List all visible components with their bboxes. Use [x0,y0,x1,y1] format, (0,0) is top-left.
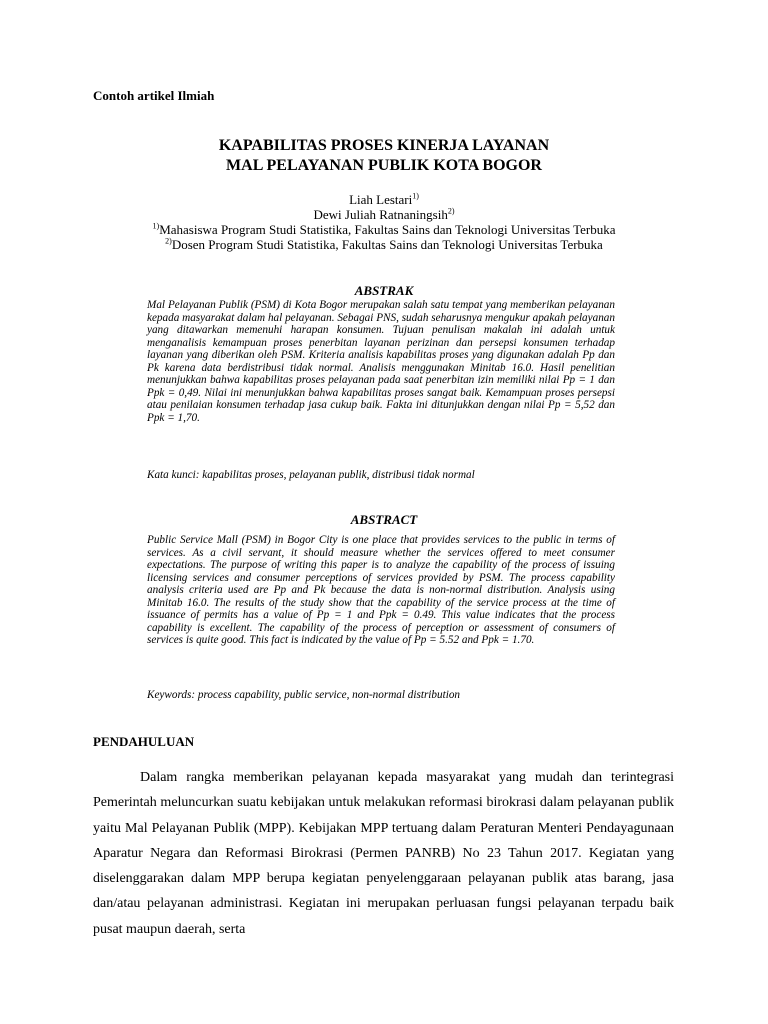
author-block [0,192,768,252]
affiliation-mark: 2) [165,236,172,246]
affiliation-text: Dosen Program Studi Statistika, Fakultas Sains dan Teknologi Universitas Terbuka [171,237,603,252]
title-line-2: MAL PELAYANAN PUBLIK KOTA BOGOR [226,157,542,174]
author-mark: 2) [447,206,455,216]
title-line-1: KAPABILITAS PROSES KINERJA LAYANAN [218,137,550,154]
affiliation-mark: 1) [152,221,160,231]
abstrak-keywords: Kata kunci: kapabilitas proses, pelayanan publik, distribusi tidak normal [147,469,475,481]
abstrak-heading: ABSTRAK [354,283,414,298]
intro-paragraph: Dalam rangka memberikan pelayanan kepada masyarakat yang mudah dan terintegrasi Pemerintah meluncurkan suatu kebijakan untuk melakukan reformasi birokrasi dalam pelayanan publik yaitu Mal Pelayanan Publik (MPP). Kebijakan MPP tertuang dalam Peraturan Menteri Pendayagunaan Aparatur Negara dan Reformasi Birokrasi (Permen PANRB) No 23 Tahun 2017. Kegiatan yang diselenggarakan dalam MPP berupa kegiatan penyelenggaraan pelayanan publik atas barang, jasa dan/atau pelayanan administrasi. Kegiatan ini merupakan perluasan fungsi pelayanan terpadu baik pusat maupun daerah, serta [93,770,674,937]
document-label: Contoh artikel Ilmiah [93,88,215,103]
affiliation-text: Mahasiswa Program Studi Statistika, Fakultas Sains dan Teknologi Universitas Terbuka [159,222,616,237]
abstrak-body: Mal Pelayanan Publik (PSM) di Kota Bogor merupakan salah satu tempat yang memberikan pelayanan kepada masyarakat dalam hal pelayanan. Sebagai PNS, sudah seharusnya mengukur apakah pelayanan yang ditawarkan memenuhi harapan konsumen. Tujuan penulisan makalah ini adalah untuk menganalisis kemampuan proses penerbitan layanan perizinan dan persepsi konsumen terhadap layanan yang diberikan oleh PSM. Kriteria analisis kapabilitas proses yang digunakan adalah Pp dan Pk karena data berdistribusi tidak normal. Analisis menggunakan Minitab 16.0. Hasil penelitian menunjukkan bahwa kapabilitas proses pelayanan pada saat penerbitan izin memiliki nilai Pp = 1 dan Ppk = 0,49. Nilai ini menunjukkan bahwa kapabilitas proses sangat baik. Kemampuan proses persepsi atau penilaian konsumen terhadap jasa cukup baik. Fakta ini ditunjukkan dengan nilai Pp = 5,52 dan Ppk = 1,70. [147,299,615,424]
author-name: Liah Lestari [349,192,413,207]
affiliation-1 [0,222,768,237]
author-1 [0,192,768,207]
abstract-keywords: Keywords: process capability, public service, non-normal distribution [147,689,461,701]
section-heading: PENDAHULUAN [93,734,195,749]
author-mark: 1) [412,191,419,201]
article-title [0,136,768,176]
abstract-body: Public Service Mall (PSM) in Bogor City is one place that provides services to the public in terms of services. As a civil servant, it should measure whether the services offered to meet consumer expectations. The purpose of writing this paper is to analyze the capability of the process of issuing licensing services and consumer perceptions of services provided by PSM. The process capability analysis criteria used are Pp and Pk because the data is non-normal distribution. Analysis using Minitab 16.0. The results of the study show that the capability of the service process at the time of issuance of permits has a value of Pp = 1 and Ppk = 0.49. This value indicates that the process capability is excellent. The capability of the process of perception or assessment of consumers of services is quite good. This fact is indicated by the value of Pp = 5.52 and Ppk = 1.70. [147,534,615,646]
author-2 [0,207,768,222]
affiliation-2 [0,237,768,252]
author-name: Dewi Juliah Ratnaningsih [313,207,448,222]
abstract-heading: ABSTRACT [350,512,418,527]
